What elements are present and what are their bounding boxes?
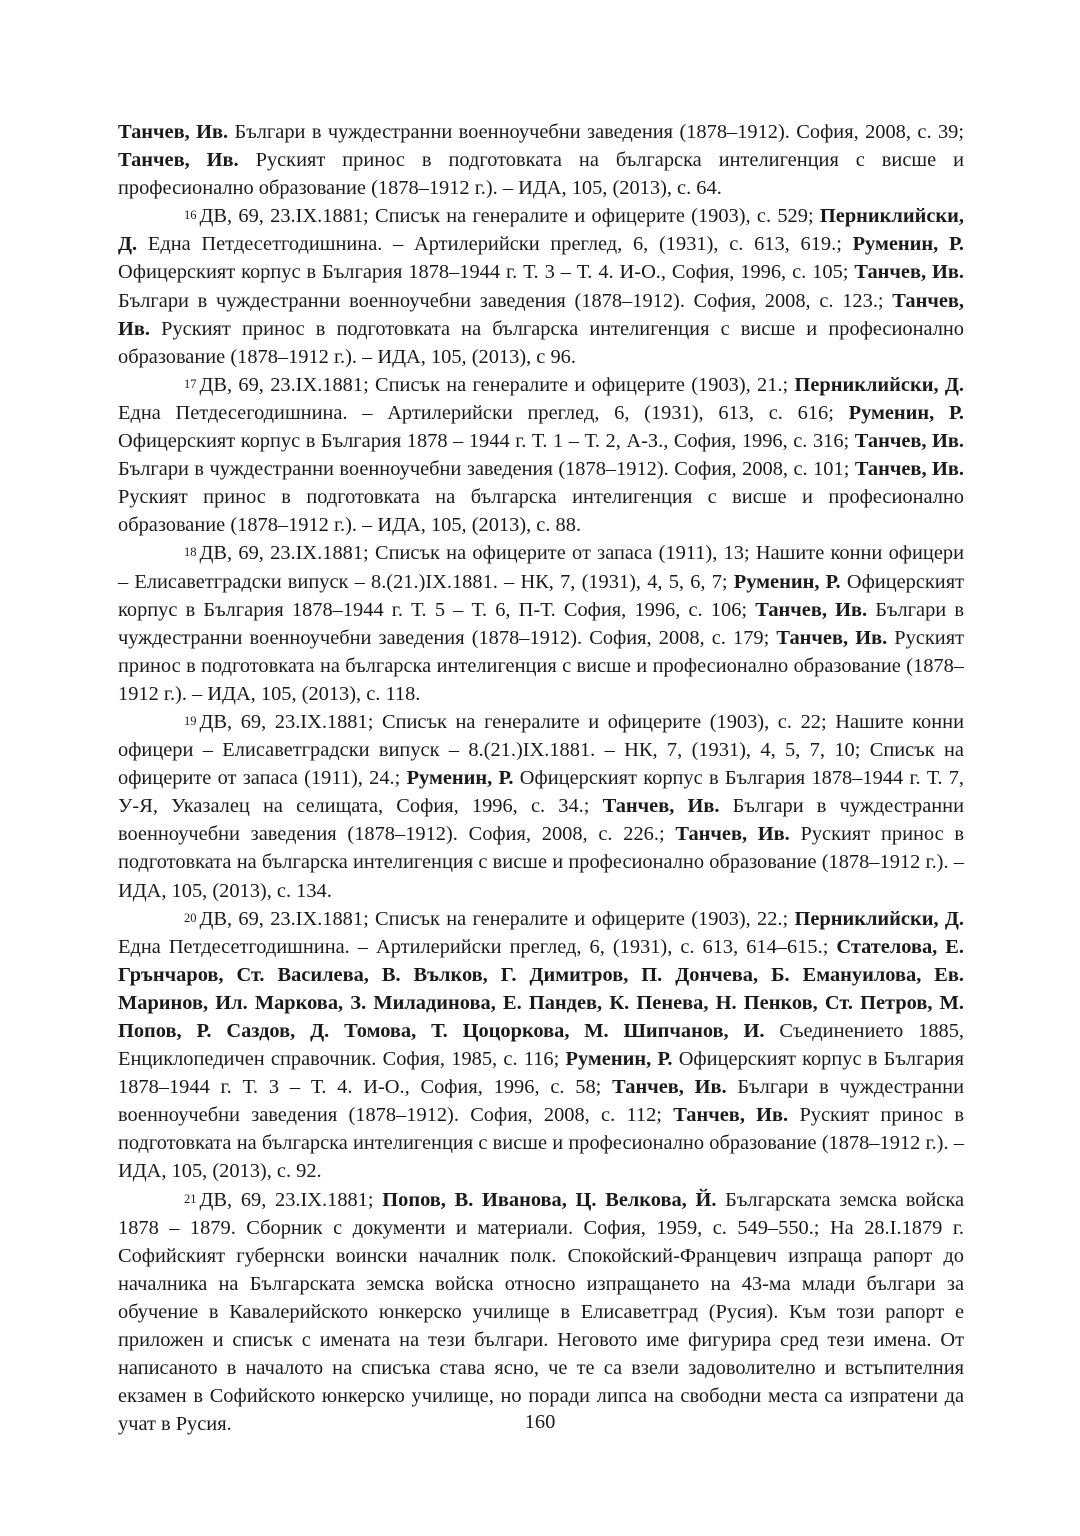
author-name: Танчев, Ив.	[673, 1104, 789, 1127]
author-name: Перниклийски, Д.	[794, 373, 964, 396]
footnote-21	[118, 1186, 964, 1439]
footnote-19	[118, 708, 964, 905]
author-name: Руменин, Р.	[406, 767, 514, 790]
citation-text: Офицерският корпус в България 1878–1944 г. Т. 5 – Т. 6, П-Т. София, 1996, с. 106;	[118, 570, 965, 621]
author-name: Танчев, Ив.	[675, 823, 790, 846]
citation-text: ДВ, 69, 23.IX.1881; Списък на генералите и офицерите (1903), 22.;	[199, 907, 795, 930]
footnote-16	[118, 202, 964, 371]
author-name: Танчев, Ив.	[755, 598, 868, 621]
footnote-18	[118, 539, 964, 708]
footnote-number: 16	[184, 208, 197, 223]
author-name: Перниклийски, Д.	[118, 205, 964, 256]
citation-text: Офицерският корпус в България 1878 – 1944 г. Т. 1 – Т. 2, А-З., София, 1996, с. 316;	[118, 430, 855, 453]
footnote-20	[118, 905, 964, 1186]
citation-text: ДВ, 69, 23.IX.1881; Списък на генералите и офицерите (1903), с. 529;	[199, 205, 820, 228]
author-name: Перниклийски, Д.	[794, 907, 964, 930]
citation-text: Офицерският корпус в България 1878–1944 г. Т. 7, У-Я, Указалец на селищата, София, 1996, с. 34.;	[118, 767, 965, 818]
citation-text: Руският принос в подготовката на българска интелигенция с висше и професионално образование (1878–1912 г.). – ИДА, 105, (2013), с. 64.	[118, 149, 965, 200]
footnote-number: 21	[184, 1191, 197, 1206]
author-name: Танчев, Ив.	[118, 149, 239, 172]
author-name: Танчев, Ив.	[854, 261, 965, 284]
citation-text: Офицерският корпус в България 1878–1944 г. Т. 3 – Т. 4. И-О., София, 1996, с. 58;	[118, 1048, 964, 1099]
citation-text: Руският принос в подготовката на българска интелигенция с висше и професионално образование (1878–1912 г.). – ИДА, 105, (2013), с. 88.	[118, 486, 964, 537]
citation-text: Българи в чуждестранни военноучебни заведения (1878–1912). София, 2008, с. 123.;	[118, 289, 893, 312]
citation-text: Българи в чуждестранни военноучебни заведения (1878–1912). София, 2008, с. 226.;	[118, 795, 965, 846]
citation-text: Съединението 1885, Енциклопедичен справочник. София, 1985, с. 116;	[118, 1020, 965, 1071]
citation-text: ДВ, 69, 23.IX.1881; Списък на офицерите от запаса (1911), 13; Нашите конни офицери – Елисаветградски випуск – 8.(21.)IX.1881. – НК, 7, (1931), 4, 5, 6, 7;	[118, 542, 964, 593]
citation-text: Българи в чуждестранни военноучебни заведения (1878–1912). София, 2008, с. 179;	[118, 598, 964, 649]
author-name: Танчев, Ив.	[602, 795, 720, 818]
citation-text: Руският принос в подготовката на българска интелигенция с висше и професионално образование (1878–1912 г.). – ИДА, 105, (2013), с. 92.	[118, 1104, 964, 1183]
citation-text: Руският принос в подготовката на българска интелигенция с висше и професионално образование (1878–1912 г.). – ИДА, 105, (2013), с. 134.	[118, 823, 965, 902]
author-name: Руменин, Р.	[565, 1048, 673, 1071]
footnote-number: 18	[184, 545, 197, 560]
author-name: Танчев, Ив.	[118, 121, 229, 143]
author-name: Танчев, Ив.	[612, 1076, 727, 1099]
citation-text: Офицерският корпус в България 1878–1944 г. Т. 3 – Т. 4. И-О., София, 1996, с. 105;	[118, 261, 855, 284]
citation-text: Българи в чуждестранни военноучебни заведения (1878–1912). София, 2008, с. 112;	[118, 1076, 964, 1127]
author-name: Танчев, Ив.	[118, 289, 964, 340]
citation-text: Българи в чуждестранни военноучебни заведения (1878–1912). София, 2008, с. 101;	[118, 458, 855, 481]
author-name: Руменин, Р.	[848, 401, 965, 424]
citation-text: ДВ, 69, 23.IX.1881; Списък на генералите и офицерите (1903), с. 22; Нашите конни офицери – Елисаветградски випуск – 8.(21.)IX.1881. – НК, 7, (1931), 4, 5, 7, 10; Списък на офицерите от запаса (1911), 24.;	[118, 710, 964, 790]
author-name: Танчев, Ив.	[776, 626, 888, 649]
author-name: Стателова, Е. Грънчаров, Ст. Василева, В. Вълков, Г. Димитров, П. Дончева, Б. Емануилова, Ев. Маринов, Ил. Маркова, З. Миладинова, Е. Пандев, К. Пенева, Н. Пенков, Ст. Петров, М. Попов, Р. Саздов, Д. Томова, Т. Цоцоркова, М. Шипчанов, И.	[118, 935, 964, 1042]
author-name: Танчев, Ив.	[854, 458, 964, 481]
page-number: 160	[524, 1411, 556, 1433]
author-name: Руменин, Р.	[733, 570, 841, 593]
footnote-number: 17	[184, 376, 197, 391]
citation-text: Една Петдесетгодишнина. – Артилерийски преглед, 6, (1931), с. 613, 619.;	[137, 233, 853, 256]
footnotes-block	[118, 118, 964, 1438]
footnote-continuation	[118, 118, 964, 202]
author-name: Руменин, Р.	[852, 233, 964, 256]
author-name: Танчев, Ив.	[854, 430, 965, 453]
citation-text: Една Петдесетгодишнина. – Артилерийски преглед, 6, (1931), с. 613, 614–615.;	[118, 935, 837, 958]
citation-text: Една Петдесегодишнина. – Артилерийски преглед, 6, (1931), 613, с. 616;	[118, 401, 849, 424]
citation-text: ДВ, 69, 23.IX.1881; Списък на генералите и офицерите (1903), 21.;	[199, 373, 795, 396]
footnote-number: 20	[184, 910, 197, 925]
citation-text: ДВ, 69, 23.IX.1881;	[199, 1188, 383, 1211]
citation-text: Българи в чуждестранни военноучебни заведения (1878–1912). София, 2008, с. 39;	[228, 121, 965, 143]
citation-text: Руският принос в подготовката на българска интелигенция с висше и професионално образование (1878–1912 г.). – ИДА, 105, (2013), с 96.	[118, 317, 964, 368]
footnote-17	[118, 371, 964, 540]
author-name: Попов, В. Иванова, Ц. Велкова, Й.	[382, 1188, 717, 1211]
citation-text: Руският принос в подготовката на българска интелигенция с висше и професионално образование (1878–1912 г.). – ИДА, 105, (2013), с. 118.	[118, 626, 964, 705]
footnote-number: 19	[184, 713, 197, 728]
citation-text: Българската земска войска 1878 – 1879. Сборник с документи и материали. София, 1959, с. 549–550.; На 28.I.1879 г. Софийският губернски воински началник полк. Спокойский-Францевич изпраща рапорт до началника на Българската земска войска относно изпращането на 43-ма млади българи за обучение в Кавалерийското юнкерско училище в Елисаветград (Русия). Към този рапорт е приложен и списък с имената на тези българи. Неговото име фигурира сред тези имена. От написаното в началото на списъка става ясно, че те са взели задоволително и встъпителния екзамен в Софийското юнкерско училище, но поради липса на свободни места са изпратени да учат в Русия.	[118, 1188, 965, 1436]
